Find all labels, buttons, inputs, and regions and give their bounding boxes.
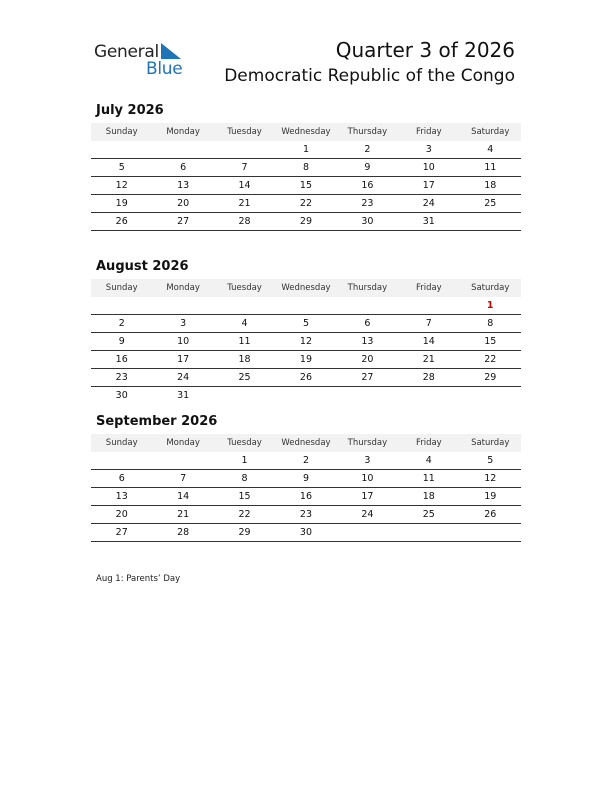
day-cell: 3	[364, 455, 371, 466]
holiday-note: Aug 1: Parents’ Day	[96, 574, 181, 584]
week-row	[91, 333, 521, 351]
weekday-saturday: Saturday	[471, 438, 510, 448]
day-cell: 23	[115, 372, 128, 383]
day-cell: 23	[361, 198, 374, 209]
day-cell: 20	[115, 509, 128, 520]
day-cell: 21	[238, 198, 251, 209]
weekday-tuesday: Tuesday	[227, 127, 262, 137]
day-cell: 27	[361, 372, 374, 383]
day-cell: 18	[238, 354, 251, 365]
weekday-header	[91, 279, 521, 297]
day-cell: 12	[299, 336, 313, 347]
weekday-sunday: Sunday	[105, 438, 138, 448]
week-row	[91, 213, 521, 231]
country-subtitle: Democratic Republic of the Congo	[224, 66, 515, 86]
day-cell: 19	[299, 354, 313, 365]
week-row	[91, 387, 521, 404]
day-cell: 2	[302, 455, 309, 466]
day-cell: 7	[425, 318, 432, 329]
day-cell: 19	[484, 491, 497, 502]
day-cell: 4	[241, 318, 248, 329]
day-cell: 23	[299, 509, 313, 520]
day-cell: 9	[364, 162, 371, 173]
day-cell: 26	[115, 216, 128, 227]
day-cell: 25	[238, 372, 251, 383]
day-cell: 9	[118, 336, 125, 347]
day-cell: 7	[241, 162, 248, 173]
week-row	[91, 524, 521, 542]
day-cell: 8	[302, 162, 309, 173]
day-cell: 22	[299, 198, 313, 209]
month-title: September 2026	[96, 414, 218, 429]
weekday-thursday: Thursday	[347, 127, 388, 137]
day-cell: 5	[118, 162, 125, 173]
day-cell: 17	[361, 491, 374, 502]
weekday-friday: Friday	[415, 438, 442, 448]
day-cell: 16	[115, 354, 128, 365]
day-cell: 14	[177, 491, 190, 502]
weekday-tuesday: Tuesday	[227, 438, 262, 448]
day-cell: 10	[422, 162, 435, 173]
weekday-header	[91, 434, 521, 452]
day-cell: 19	[115, 198, 128, 209]
day-cell: 25	[484, 198, 497, 209]
day-cell: 14	[422, 336, 435, 347]
day-cell: 31	[177, 390, 190, 401]
day-cell: 27	[177, 216, 190, 227]
day-cell: 5	[487, 455, 494, 466]
day-cell: 15	[238, 491, 251, 502]
day-cell: 11	[484, 162, 497, 173]
day-cell: 8	[487, 318, 494, 329]
week-row	[91, 195, 521, 213]
weekday-monday: Monday	[166, 127, 200, 137]
weekday-friday: Friday	[415, 127, 442, 137]
day-cell: 24	[422, 198, 435, 209]
day-cell: 1	[302, 144, 309, 155]
day-cell: 2	[118, 318, 125, 329]
day-cell: 17	[422, 180, 435, 191]
day-cell: 12	[484, 473, 497, 484]
day-cell: 20	[361, 354, 374, 365]
day-cell: 11	[238, 336, 251, 347]
day-cell: 20	[177, 198, 190, 209]
weekday-wednesday: Wednesday	[281, 283, 331, 293]
day-cell: 16	[361, 180, 374, 191]
day-cell: 25	[422, 509, 435, 520]
weekday-tuesday: Tuesday	[227, 283, 262, 293]
day-cell: 5	[302, 318, 309, 329]
weekday-header	[91, 123, 521, 141]
day-cell: 17	[177, 354, 190, 365]
day-cell: 13	[115, 491, 128, 502]
week-row	[91, 452, 521, 470]
weekday-wednesday: Wednesday	[281, 438, 331, 448]
day-cell: 1	[241, 455, 248, 466]
day-cell: 26	[484, 509, 497, 520]
day-cell: 30	[361, 216, 374, 227]
day-cell: 9	[302, 473, 309, 484]
day-cell: 3	[180, 318, 187, 329]
month-september	[91, 412, 521, 542]
day-cell: 10	[361, 473, 374, 484]
week-row	[91, 315, 521, 333]
holiday-day-cell: 1	[486, 300, 494, 311]
logo-triangle-icon	[161, 43, 181, 59]
week-row	[91, 369, 521, 387]
day-cell: 28	[177, 527, 190, 538]
day-cell: 24	[361, 509, 374, 520]
day-cell: 21	[177, 509, 190, 520]
day-cell: 30	[299, 527, 313, 538]
weekday-wednesday: Wednesday	[281, 127, 331, 137]
week-row	[91, 177, 521, 195]
month-title: July 2026	[96, 103, 164, 118]
weekday-thursday: Thursday	[347, 438, 388, 448]
day-cell: 21	[422, 354, 435, 365]
day-cell: 6	[180, 162, 187, 173]
day-cell: 15	[299, 180, 313, 191]
week-row	[91, 470, 521, 488]
logo	[94, 42, 194, 78]
weekday-friday: Friday	[415, 283, 442, 293]
day-cell: 10	[177, 336, 190, 347]
day-cell: 22	[484, 354, 497, 365]
logo-word-blue: Blue	[146, 59, 183, 79]
day-cell: 29	[484, 372, 497, 383]
weekday-monday: Monday	[166, 438, 200, 448]
day-cell: 31	[422, 216, 435, 227]
weekday-sunday: Sunday	[105, 283, 138, 293]
day-cell: 18	[422, 491, 435, 502]
day-cell: 6	[118, 473, 125, 484]
month-august	[91, 257, 521, 404]
weekday-thursday: Thursday	[347, 283, 388, 293]
week-row	[91, 506, 521, 524]
day-cell: 30	[115, 390, 128, 401]
day-cell: 2	[364, 144, 371, 155]
day-cell: 6	[364, 318, 371, 329]
week-row	[91, 159, 521, 177]
day-cell: 15	[484, 336, 497, 347]
page-title: Quarter 3 of 2026	[335, 38, 515, 62]
day-cell: 24	[177, 372, 190, 383]
day-cell: 22	[238, 509, 251, 520]
day-cell: 29	[299, 216, 313, 227]
day-cell: 16	[299, 491, 313, 502]
day-cell: 29	[238, 527, 251, 538]
day-cell: 18	[484, 180, 497, 191]
weekday-saturday: Saturday	[471, 127, 510, 137]
day-cell: 14	[238, 180, 251, 191]
month-july	[91, 101, 521, 231]
day-cell: 11	[422, 473, 435, 484]
day-cell: 13	[177, 180, 190, 191]
weekday-monday: Monday	[166, 283, 200, 293]
week-row	[91, 141, 521, 159]
weekday-saturday: Saturday	[471, 283, 510, 293]
month-title: August 2026	[96, 259, 189, 274]
week-row	[91, 351, 521, 369]
day-cell: 28	[238, 216, 251, 227]
day-cell: 26	[299, 372, 313, 383]
day-cell: 28	[422, 372, 435, 383]
day-cell: 3	[425, 144, 432, 155]
day-cell: 4	[487, 144, 494, 155]
week-row	[91, 297, 521, 315]
weekday-sunday: Sunday	[105, 127, 138, 137]
day-cell: 8	[241, 473, 248, 484]
day-cell: 13	[361, 336, 374, 347]
day-cell: 27	[115, 527, 128, 538]
day-cell: 4	[425, 455, 432, 466]
week-row	[91, 488, 521, 506]
logo-word-general: General	[94, 42, 159, 62]
day-cell: 7	[180, 473, 187, 484]
day-cell: 12	[115, 180, 128, 191]
